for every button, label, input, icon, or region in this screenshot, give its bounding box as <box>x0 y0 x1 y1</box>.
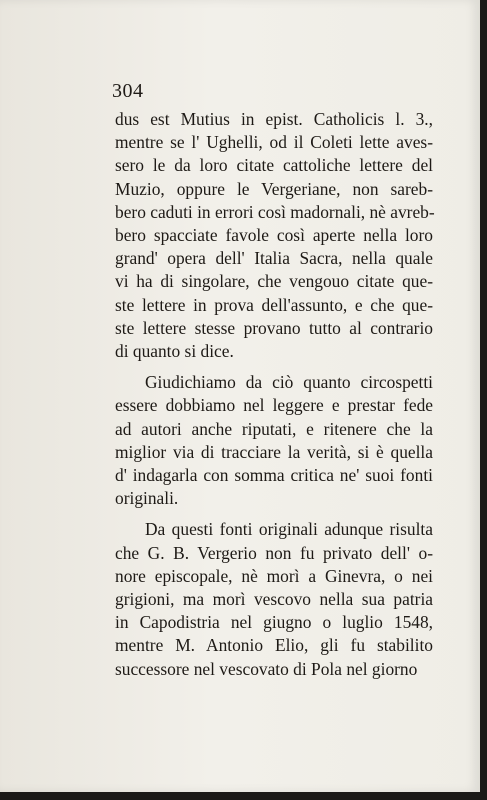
body-text <box>115 108 433 681</box>
paragraph <box>115 108 433 363</box>
text-line: nore episcopale, nè morì a Ginevra, o nei <box>115 565 433 586</box>
text-line: Da questi fonti originali adunque risulta <box>145 519 433 540</box>
text-line: vi ha di singolare, che vengouo citate que- <box>115 271 433 292</box>
text-line: ste lettere stesse provano tutto al contrario <box>115 317 433 338</box>
paragraph <box>115 371 433 510</box>
text-line: d' indagarla con somma critica ne' suoi fonti <box>115 465 433 486</box>
text-line: bero spacciate favole così aperte nella loro <box>115 225 433 246</box>
text-line: dus est Mutius in epist. Catholicis l. 3., <box>115 109 433 129</box>
text-line: ste lettere in prova dell'assunto, e che que- <box>115 294 433 315</box>
text-line: bero caduti in errori così madornali, nè avreb- <box>115 201 435 222</box>
text-line: in Capodistria nel giugno o luglio 1548, <box>115 612 433 633</box>
text-line: grand' opera dell' Italia Sacra, nella quale <box>115 248 433 269</box>
text-line: mentre M. Antonio Elio, gli fu stabilito <box>115 635 433 656</box>
text-line: Muzio, oppure le Vergeriane, non sareb- <box>115 178 433 199</box>
text-line: miglior via di tracciare la verità, si è quella <box>115 441 433 462</box>
text-line: Giudichiamo da ciò quanto circospetti <box>145 372 433 393</box>
text-line: grigioni, ma morì vescovo nella sua patria <box>115 589 433 610</box>
page-number: 304 <box>112 80 144 102</box>
text-line: di quanto si dice. <box>115 341 234 362</box>
text-line: successore nel vescovato di Pola nel giorno <box>115 658 418 679</box>
text-line: sero le da loro citate cattoliche lettere del <box>115 155 433 176</box>
text-line: mentre se l' Ughelli, od il Coleti lette aves- <box>115 132 433 153</box>
text-line: essere dobbiamo nel leggere e prestar fede <box>115 395 433 416</box>
text-line: che G. B. Vergerio non fu privato dell' o- <box>115 542 433 563</box>
paragraph <box>115 518 433 680</box>
text-line: ad autori anche riputati, e ritenere che la <box>115 418 433 439</box>
text-line: originali. <box>115 488 179 509</box>
